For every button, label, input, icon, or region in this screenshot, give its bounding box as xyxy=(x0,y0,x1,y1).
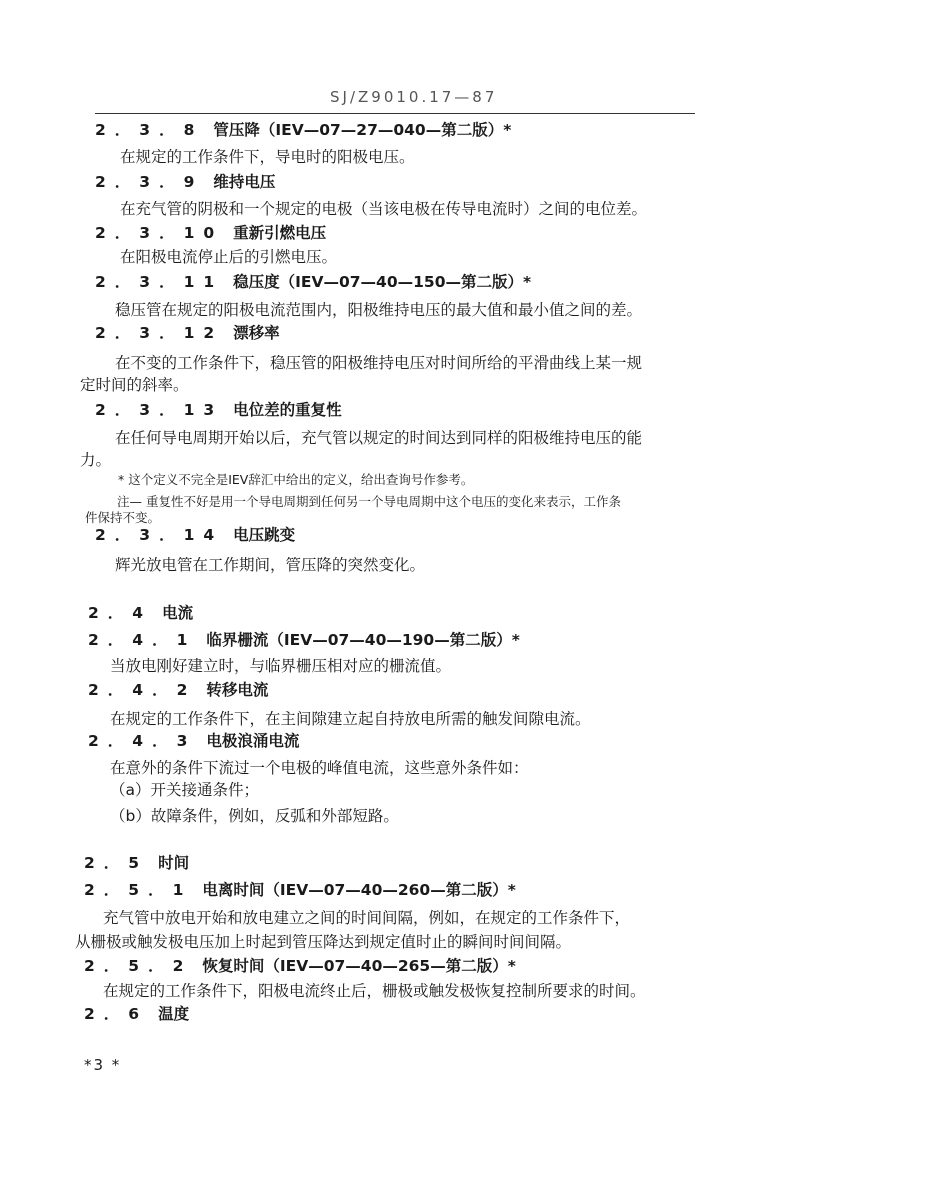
clause-heading xyxy=(95,223,326,243)
clause-number: 2．3．11 xyxy=(95,273,224,291)
paragraph-line: 在规定的工作条件下，阳极电流终止后，栅极或触发极恢复控制所要求的时间。 xyxy=(103,982,646,1000)
footnote-line: * 这个定义不完全是IEV辞汇中给出的定义，给出查询号作参考。 xyxy=(118,472,474,487)
clause-title: 重新引燃电压 xyxy=(233,224,327,242)
paragraph-line: 定时间的斜率。 xyxy=(80,376,189,394)
section-heading xyxy=(84,1004,189,1024)
clause-number: 2．5．1 xyxy=(84,881,193,899)
paragraph-line: 在任何导电周期开始以后，充气管以规定的时间达到同样的阳极维持电压的能 xyxy=(115,429,643,447)
clause-number: 2．4．3 xyxy=(88,732,197,750)
clause-title: 漂移率 xyxy=(233,324,280,342)
clause-number: 2．3．8 xyxy=(95,121,204,139)
clause-title: 恢复时间（IEV—07—40—265—第二版）* xyxy=(202,957,516,975)
list-item: （a）开关接通条件； xyxy=(110,781,259,799)
section-number: 2．5 xyxy=(84,854,149,872)
paragraph-line: 在规定的工作条件下，在主间隙建立起自持放电所需的触发间隙电流。 xyxy=(110,710,591,728)
paragraph-line: 从栅极或触发极电压加上时起到管压降达到规定值时止的瞬间时间间隔。 xyxy=(75,933,572,951)
clause-heading xyxy=(95,400,342,420)
header-rule xyxy=(95,113,695,114)
paragraph-line: 力。 xyxy=(80,451,112,469)
clause-number: 2．4．2 xyxy=(88,681,197,699)
clause-title: 管压降（IEV—07—27—040—第二版）* xyxy=(213,121,512,139)
clause-number: 2．3．13 xyxy=(95,401,224,419)
clause-heading xyxy=(84,880,516,900)
clause-title: 稳压度（IEV—07—40—150—第二版）* xyxy=(233,273,532,291)
clause-heading xyxy=(95,272,531,292)
standard-code-header: SJ/Z9010.17—87 xyxy=(330,88,498,106)
section-heading xyxy=(88,603,193,623)
paragraph-line: 辉光放电管在工作期间，管压降的突然变化。 xyxy=(115,556,426,574)
clause-title: 电位差的重复性 xyxy=(233,401,342,419)
clause-title: 电极浪涌电流 xyxy=(206,732,300,750)
clause-title: 电离时间（IEV—07—40—260—第二版）* xyxy=(202,881,516,899)
paragraph-line: 在充气管的阴极和一个规定的电极（当该电极在传导电流时）之间的电位差。 xyxy=(120,200,648,218)
note-line: 件保持不变。 xyxy=(85,510,161,525)
clause-heading xyxy=(95,525,295,545)
clause-title: 转移电流 xyxy=(206,681,269,699)
paragraph-line: 在阳极电流停止后的引燃电压。 xyxy=(120,248,338,266)
page-number: *3 * xyxy=(84,1056,122,1074)
section-heading xyxy=(84,853,189,873)
note-line: 注— 重复性不好是用一个导电周期到任何另一个导电周期中这个电压的变化来表示，工作条 xyxy=(117,494,621,509)
paragraph-line: 在不变的工作条件下，稳压管的阳极维持电压对时间所给的平滑曲线上某一规 xyxy=(115,354,643,372)
clause-number: 2．3．14 xyxy=(95,526,224,544)
clause-heading xyxy=(95,120,511,140)
clause-title: 临界栅流（IEV—07—40—190—第二版）* xyxy=(206,631,520,649)
section-title: 时间 xyxy=(158,854,190,872)
clause-heading xyxy=(88,680,268,700)
section-title: 电流 xyxy=(162,604,194,622)
clause-heading xyxy=(95,172,275,192)
paragraph-line: 稳压管在规定的阳极电流范围内，阳极维持电压的最大值和最小值之间的差。 xyxy=(115,301,643,319)
clause-number: 2．3．9 xyxy=(95,173,204,191)
section-number: 2．4 xyxy=(88,604,153,622)
clause-heading xyxy=(88,630,520,650)
clause-number: 2．4．1 xyxy=(88,631,197,649)
list-item: （b）故障条件，例如，反弧和外部短路。 xyxy=(110,807,399,825)
clause-title: 维持电压 xyxy=(213,173,276,191)
section-title: 温度 xyxy=(158,1005,190,1023)
clause-number: 2．5．2 xyxy=(84,957,193,975)
paragraph-line: 充气管中放电开始和放电建立之间的时间间隔，例如，在规定的工作条件下， xyxy=(103,909,631,927)
paragraph-line: 在规定的工作条件下，导电时的阳极电压。 xyxy=(120,148,415,166)
clause-heading xyxy=(88,731,299,751)
clause-heading xyxy=(95,323,280,343)
clause-number: 2．3．10 xyxy=(95,224,224,242)
section-number: 2．6 xyxy=(84,1005,149,1023)
paragraph-line: 当放电刚好建立时，与临界栅压相对应的栅流值。 xyxy=(110,657,452,675)
clause-number: 2．3．12 xyxy=(95,324,224,342)
clause-title: 电压跳变 xyxy=(233,526,296,544)
clause-heading xyxy=(84,956,516,976)
paragraph-line: 在意外的条件下流过一个电极的峰值电流，这些意外条件如： xyxy=(110,759,529,777)
